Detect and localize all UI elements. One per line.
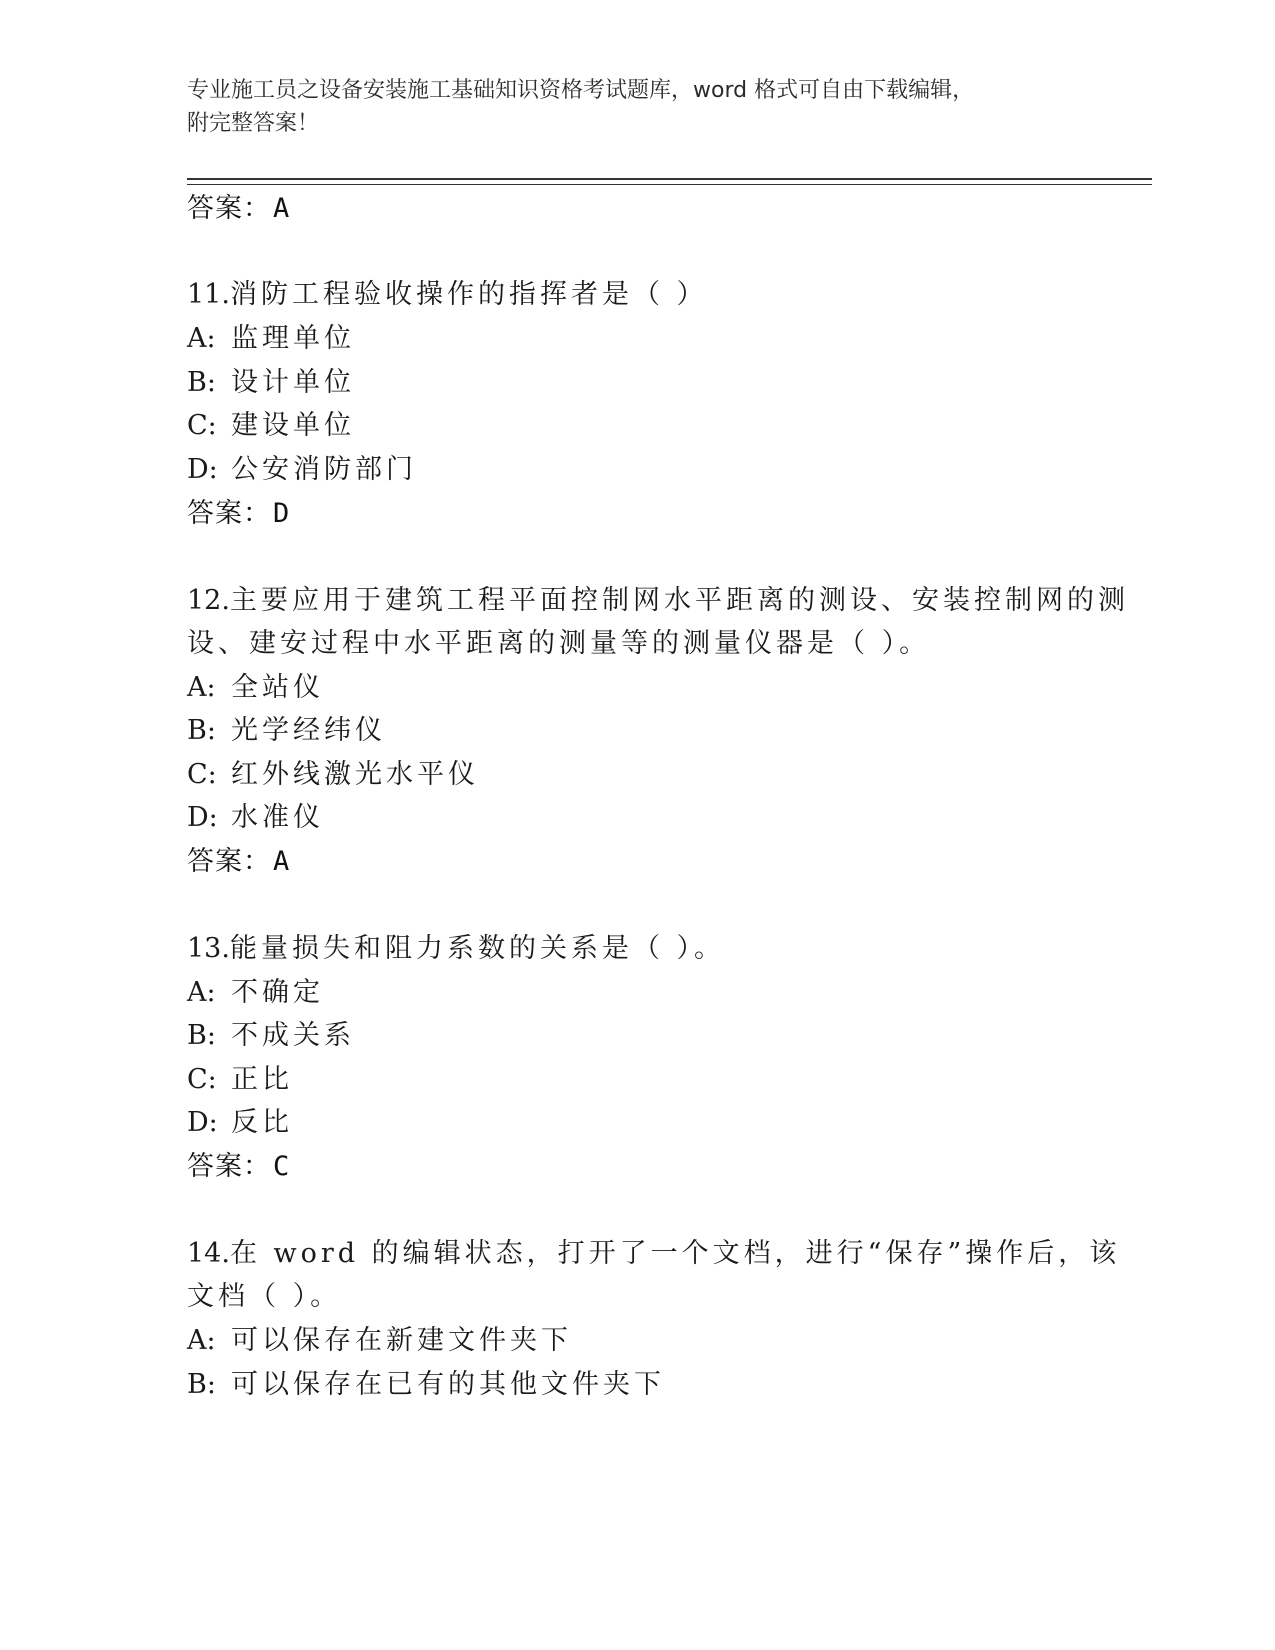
question-14-text-continued [187,1274,341,1313]
option-text: 监理单位 [231,323,355,354]
option-letter: B: [187,1369,216,1400]
question-number: 11. [187,279,230,310]
option-letter: D: [187,802,218,833]
option-letter: C: [187,759,217,790]
question-line: 主要应用于建筑工程平面控制网水平距离的测设、安装控制网的测 [229,585,1129,616]
option-letter: A: [187,977,216,1008]
answer-line [187,491,290,530]
answer-value: A [273,193,291,224]
option-letter: A: [187,323,216,354]
option-a [187,665,324,704]
option-text: 全站仪 [231,672,324,703]
answer-value: D [273,498,291,529]
option-c [187,403,355,442]
question-number: 13. [187,933,230,964]
question-line: 在 word 的编辑状态，打开了一个文档，进行“保存”操作后，该 [229,1238,1121,1269]
option-text: 光学经纬仪 [231,715,386,746]
option-text: 设计单位 [231,367,355,398]
answer-line [187,186,290,225]
option-text: 建设单位 [231,410,355,441]
option-b [187,1362,665,1401]
option-text: 反比 [231,1107,293,1138]
option-text: 可以保存在新建文件夹下 [231,1325,572,1356]
question-line: 文档（ ）。 [187,1281,342,1312]
answer-line [187,1144,290,1183]
answer-value: A [273,846,291,877]
option-letter: C: [187,410,217,441]
option-text: 不确定 [231,977,324,1008]
option-d [187,447,417,486]
answer-label: 答案： [187,1151,271,1182]
option-a [187,316,355,355]
option-a [187,1318,572,1357]
answer-label: 答案： [187,498,271,529]
question-number: 14. [187,1238,230,1269]
option-text: 红外线激光水平仪 [231,759,479,790]
option-letter: D: [187,1107,218,1138]
question-number: 12. [187,585,230,616]
option-letter: A: [187,672,216,703]
header-divider-thin [187,184,1152,185]
option-c [187,752,479,791]
answer-line [187,839,290,878]
question-line: 消防工程验收操作的指挥者是（ ） [229,279,708,310]
option-letter: D: [187,454,218,485]
question-13-text [187,926,725,965]
question-11-text [187,272,708,311]
option-d [187,1100,293,1139]
option-text: 公安消防部门 [231,454,417,485]
option-text: 不成关系 [231,1020,355,1051]
header-divider-thick [187,178,1152,180]
answer-label: 答案： [187,846,271,877]
option-letter: A: [187,1325,216,1356]
option-letter: C: [187,1064,217,1095]
option-b [187,360,355,399]
option-text: 水准仪 [231,802,324,833]
option-d [187,795,324,834]
question-12-text [187,578,1129,617]
option-b [187,708,386,747]
question-12-text-continued [187,621,930,660]
option-a [187,970,324,1009]
answer-label: 答案： [187,193,271,224]
option-text: 可以保存在已有的其他文件夹下 [231,1369,665,1400]
option-text: 正比 [231,1064,293,1095]
option-letter: B: [187,715,216,746]
answer-value: C [273,1151,291,1182]
option-letter: B: [187,1020,216,1051]
question-line: 设、建安过程中水平距离的测量等的测量仪器是（ ）。 [187,628,931,659]
option-letter: B: [187,367,216,398]
option-c [187,1057,293,1096]
header-line-2: 附完整答案！ [187,111,320,136]
question-line: 能量损失和阻力系数的关系是（ ）。 [229,933,726,964]
header-line-1: 专业施工员之设备安装施工基础知识资格考试题库，word 格式可自由下载编辑， [187,78,975,103]
document-header [187,74,1067,140]
option-b [187,1013,355,1052]
question-14-text [187,1231,1120,1270]
